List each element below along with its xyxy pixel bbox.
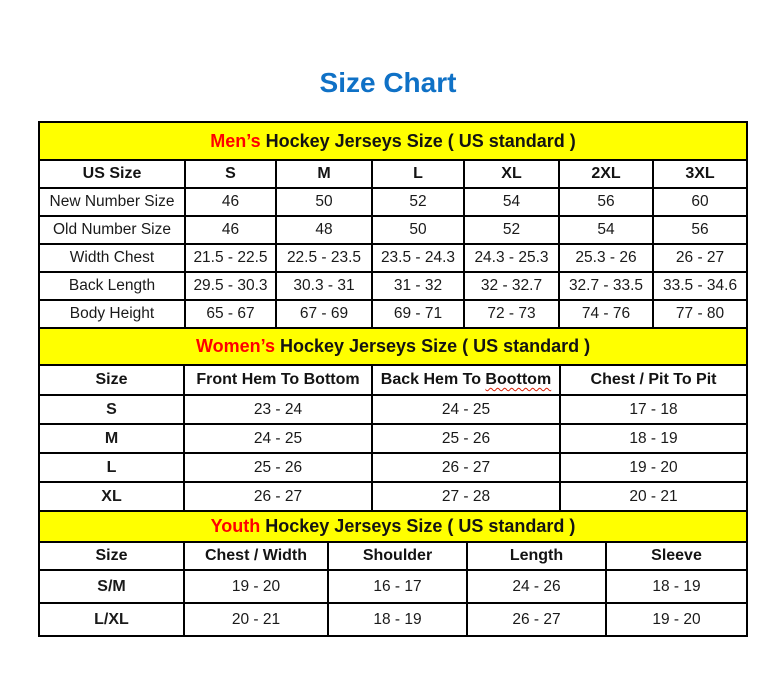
size-value: 20 - 21 bbox=[560, 482, 747, 511]
column-header: Length bbox=[467, 542, 606, 570]
size-value: 26 - 27 bbox=[372, 453, 560, 482]
size-value: 19 - 20 bbox=[560, 453, 747, 482]
column-header: Size bbox=[39, 365, 184, 395]
size-value: 50 bbox=[276, 188, 372, 216]
table-row bbox=[39, 365, 747, 395]
size-value: 25 - 26 bbox=[372, 424, 560, 453]
size-value: 30.3 - 31 bbox=[276, 272, 372, 300]
size-value: 72 - 73 bbox=[464, 300, 559, 328]
mens-size-table bbox=[38, 121, 748, 329]
size-value: 26 - 27 bbox=[653, 244, 747, 272]
youth-section-highlight: Youth bbox=[210, 516, 261, 536]
size-value: 26 - 27 bbox=[184, 482, 372, 511]
size-value: 46 bbox=[185, 188, 276, 216]
youth-size-table bbox=[38, 510, 748, 637]
column-header: Shoulder bbox=[328, 542, 467, 570]
size-value: 18 - 19 bbox=[560, 424, 747, 453]
size-value: 16 - 17 bbox=[328, 570, 467, 603]
size-value: 24 - 25 bbox=[372, 395, 560, 424]
size-value: 48 bbox=[276, 216, 372, 244]
size-value: 22.5 - 23.5 bbox=[276, 244, 372, 272]
row-label: New Number Size bbox=[39, 188, 185, 216]
table-row bbox=[39, 453, 747, 482]
size-value: 74 - 76 bbox=[559, 300, 653, 328]
size-value: 27 - 28 bbox=[372, 482, 560, 511]
size-value: 26 - 27 bbox=[467, 603, 606, 636]
size-value: 52 bbox=[464, 216, 559, 244]
column-header: 3XL bbox=[653, 160, 747, 188]
youth-section-header bbox=[39, 511, 747, 542]
youth-section-text: Hockey Jerseys Size ( US standard ) bbox=[260, 516, 576, 536]
table-row bbox=[39, 244, 747, 272]
womens-size-table bbox=[38, 327, 748, 512]
size-value: 20 - 21 bbox=[184, 603, 328, 636]
size-value: 18 - 19 bbox=[606, 570, 747, 603]
size-value: 29.5 - 30.3 bbox=[185, 272, 276, 300]
column-header-text: Back Hem To bbox=[380, 371, 486, 388]
column-header: Chest / Pit To Pit bbox=[560, 365, 747, 395]
size-value: 33.5 - 34.6 bbox=[653, 272, 747, 300]
table-row bbox=[39, 122, 747, 160]
column-header: XL bbox=[464, 160, 559, 188]
column-header: Sleeve bbox=[606, 542, 747, 570]
column-header: Chest / Width bbox=[184, 542, 328, 570]
table-row bbox=[39, 570, 747, 603]
size-value: 65 - 67 bbox=[185, 300, 276, 328]
table-row bbox=[39, 328, 747, 365]
size-value: 56 bbox=[653, 216, 747, 244]
size-value: 23.5 - 24.3 bbox=[372, 244, 464, 272]
size-value: 23 - 24 bbox=[184, 395, 372, 424]
womens-section-header bbox=[39, 328, 747, 365]
row-label: M bbox=[39, 424, 184, 453]
size-value: 24 - 26 bbox=[467, 570, 606, 603]
row-label: Old Number Size bbox=[39, 216, 185, 244]
column-header: US Size bbox=[39, 160, 185, 188]
size-value: 67 - 69 bbox=[276, 300, 372, 328]
womens-section-text: Hockey Jerseys Size ( US standard ) bbox=[274, 336, 591, 356]
size-value: 25.3 - 26 bbox=[559, 244, 653, 272]
mens-section-highlight: Men’s bbox=[210, 130, 261, 151]
row-label: L bbox=[39, 453, 184, 482]
size-value: 32 - 32.7 bbox=[464, 272, 559, 300]
size-value: 24.3 - 25.3 bbox=[464, 244, 559, 272]
row-label: S bbox=[39, 395, 184, 424]
size-value: 17 - 18 bbox=[560, 395, 747, 424]
table-row bbox=[39, 511, 747, 542]
column-header: Front Hem To Bottom bbox=[184, 365, 372, 395]
row-label: Width Chest bbox=[39, 244, 185, 272]
size-value: 50 bbox=[372, 216, 464, 244]
size-value: 54 bbox=[464, 188, 559, 216]
table-row bbox=[39, 542, 747, 570]
table-row bbox=[39, 395, 747, 424]
row-label: XL bbox=[39, 482, 184, 511]
size-value: 19 - 20 bbox=[606, 603, 747, 636]
row-label: S/M bbox=[39, 570, 184, 603]
mens-section-text: Hockey Jerseys Size ( US standard ) bbox=[260, 130, 576, 151]
size-value: 54 bbox=[559, 216, 653, 244]
column-header: Size bbox=[39, 542, 184, 570]
size-value: 60 bbox=[653, 188, 747, 216]
size-value: 32.7 - 33.5 bbox=[559, 272, 653, 300]
column-header: 2XL bbox=[559, 160, 653, 188]
table-row bbox=[39, 188, 747, 216]
table-row bbox=[39, 482, 747, 511]
size-value: 18 - 19 bbox=[328, 603, 467, 636]
misspelled-word-underline: Boottom bbox=[485, 371, 552, 388]
size-value: 21.5 - 22.5 bbox=[185, 244, 276, 272]
size-value: 19 - 20 bbox=[184, 570, 328, 603]
column-header bbox=[372, 365, 560, 395]
table-row bbox=[39, 603, 747, 636]
size-value: 31 - 32 bbox=[372, 272, 464, 300]
size-value: 46 bbox=[185, 216, 276, 244]
size-value: 56 bbox=[559, 188, 653, 216]
row-label: Back Length bbox=[39, 272, 185, 300]
column-header: S bbox=[185, 160, 276, 188]
size-value: 52 bbox=[372, 188, 464, 216]
table-row bbox=[39, 272, 747, 300]
table-row bbox=[39, 424, 747, 453]
page-title: Size Chart bbox=[319, 67, 457, 98]
row-label: Body Height bbox=[39, 300, 185, 328]
size-value: 25 - 26 bbox=[184, 453, 372, 482]
size-value: 69 - 71 bbox=[372, 300, 464, 328]
row-label: L/XL bbox=[39, 603, 184, 636]
column-header: M bbox=[276, 160, 372, 188]
table-row bbox=[39, 160, 747, 188]
column-header: L bbox=[372, 160, 464, 188]
size-chart-tables bbox=[38, 121, 746, 637]
table-row bbox=[39, 216, 747, 244]
size-value: 77 - 80 bbox=[653, 300, 747, 328]
mens-section-header bbox=[39, 122, 747, 160]
size-value: 24 - 25 bbox=[184, 424, 372, 453]
table-row bbox=[39, 300, 747, 328]
womens-section-highlight: Women’s bbox=[195, 336, 275, 356]
